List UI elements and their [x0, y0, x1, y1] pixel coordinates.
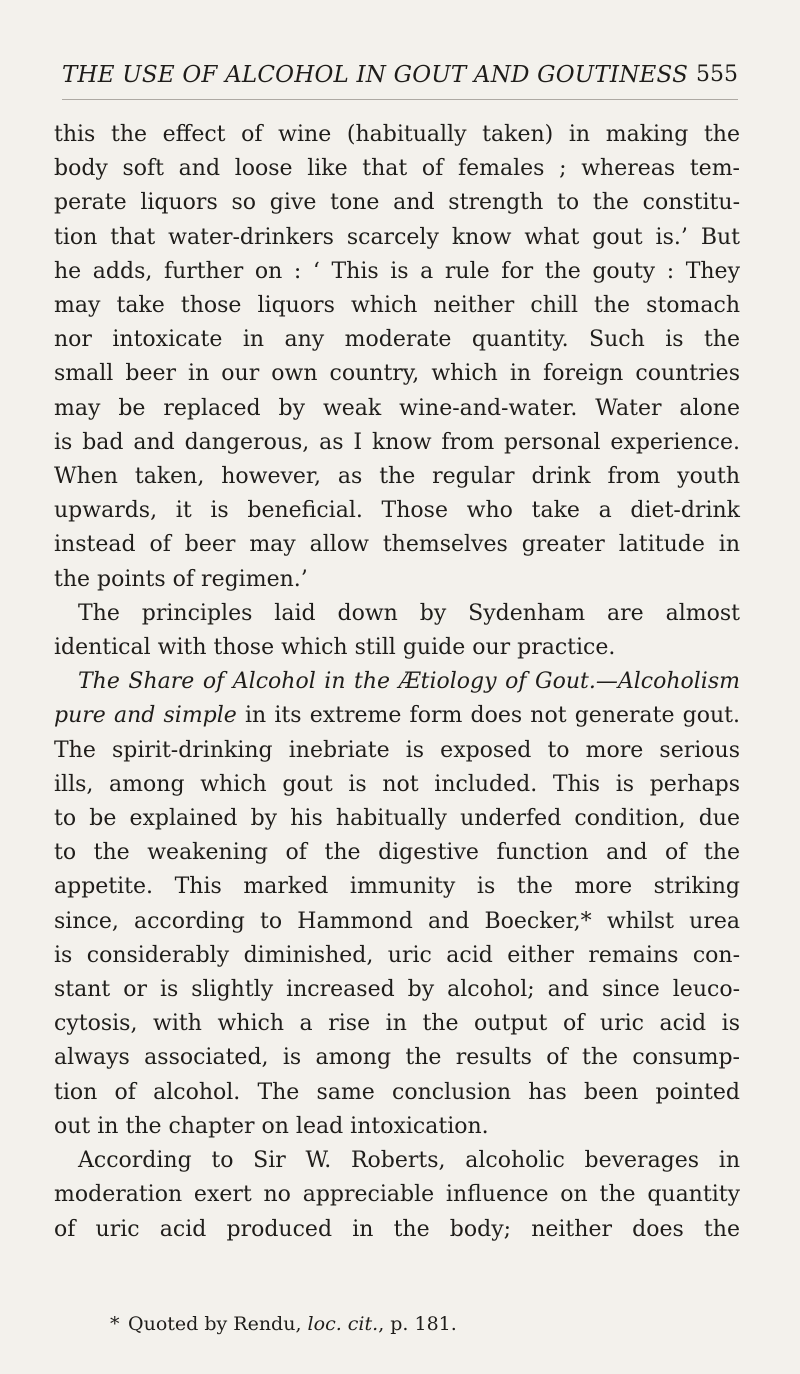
footnote-prefix: Quoted by Rendu,: [128, 1313, 308, 1335]
text-line-3: perate liquors so give tone and strength to the constitu-: [54, 190, 740, 216]
text-line-16: identical with those which still guide our practice.: [54, 635, 616, 661]
text-line-10: is bad and dangerous, as I know from personal experience.: [54, 429, 740, 455]
text-line-13: instead of beer may allow themselves greater latitude in: [54, 532, 740, 558]
footnote-italic-citation: loc. cit.: [307, 1313, 379, 1335]
italic-phrase: pure and simple: [54, 703, 237, 729]
text-line-29: tion of alcohol. The same conclusion has been pointed: [54, 1079, 740, 1105]
text-line-24: since, according to Hammond and Boecker,* whilst urea: [54, 908, 740, 934]
text-line-22: to the weakening of the digestive function and of the: [54, 840, 740, 866]
text-line-12: upwards, it is beneficial. Those who take a diet-drink: [54, 498, 740, 524]
text-line-7: nor intoxicate in any moderate quantity. Such is the: [54, 327, 740, 353]
text-line-26: stant or is slightly increased by alcohol; and since leuco-: [54, 977, 740, 1003]
text-line-19: The spirit-drinking inebriate is exposed to more serious: [54, 737, 740, 763]
page-number: 555: [696, 62, 738, 87]
text-line-5: he adds, further on : ‘ This is a rule for the gouty : They: [54, 258, 740, 284]
running-title: THE USE OF ALCOHOL IN GOUT AND GOUTINESS: [62, 62, 689, 88]
text-line-1: this the effect of wine (habitually taken) in making the: [54, 122, 740, 147]
text-line-11: When taken, however, as the regular drink from youth: [54, 464, 740, 490]
footnote-marker: *: [110, 1313, 120, 1335]
text-line-8: small beer in our own country, which in foreign countries: [54, 361, 740, 387]
text-line-31: According to Sir W. Roberts, alcoholic beverages in: [78, 1148, 740, 1174]
text-line-9: may be replaced by weak wine-and-water. Water alone: [54, 395, 740, 421]
text-line-2: body soft and loose like that of females ; whereas tem-: [54, 156, 740, 182]
footnote: [110, 1309, 740, 1339]
text-line-15: The principles laid down by Sydenham are almost: [78, 600, 740, 626]
text-line-6: may take those liquors which neither chill the stomach: [54, 293, 740, 319]
text-line-32: moderation exert no appreciable influence on the quantity: [54, 1182, 740, 1208]
text-line-21: to be explained by his habitually underfed condition, due: [54, 806, 740, 832]
text-line-30: out in the chapter on lead intoxication.: [54, 1113, 489, 1139]
text-line-20: ills, among which gout is not included. This is perhaps: [54, 771, 740, 797]
body-text: [54, 118, 740, 1247]
text-line-23: appetite. This marked immunity is the more striking: [54, 874, 740, 900]
header-rule: [62, 99, 738, 100]
section-heading-line: The Share of Alcohol in the Ætiology of Gout.—Alcoholism: [78, 669, 740, 695]
footnote-suffix: , p. 181.: [378, 1313, 457, 1335]
text-line-14: the points of regimen.’: [54, 566, 308, 592]
text-line-28: always associated, is among the results of the consump-: [54, 1045, 740, 1071]
page-header: [62, 62, 738, 102]
text-line-27: cytosis, with which a rise in the output of uric acid is: [54, 1011, 740, 1037]
text-line-25: is considerably diminished, uric acid either remains con-: [54, 942, 740, 968]
text-line-18-rest: in its extreme form does not generate gout.: [236, 703, 741, 729]
text-line-18: [54, 699, 740, 733]
text-line-4: tion that water-drinkers scarcely know what gout is.’ But: [54, 224, 740, 250]
text-line-33: of uric acid produced in the body; neither does the: [54, 1216, 740, 1242]
